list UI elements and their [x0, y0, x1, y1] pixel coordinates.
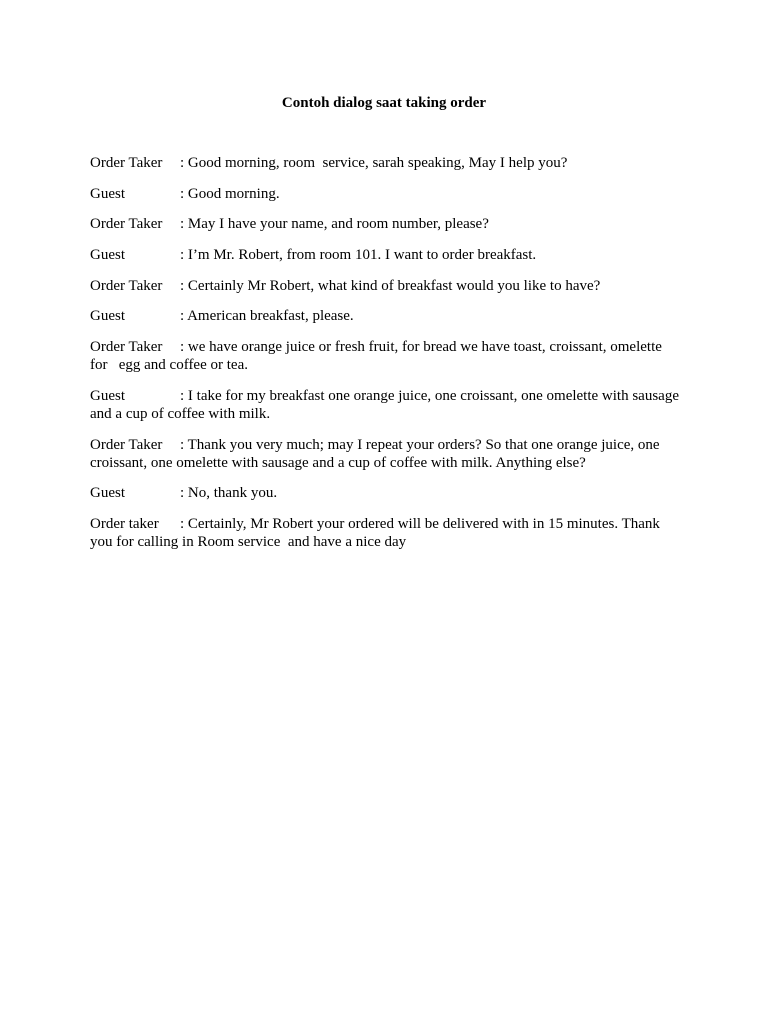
speaker-label: Order taker [90, 515, 159, 532]
speaker-label: Order Taker [90, 155, 163, 171]
dialog-line [90, 484, 680, 502]
dialog-text: : Certainly Mr Robert, what kind of breakfast would you like to have? [180, 277, 601, 294]
dialog-line [90, 338, 680, 374]
dialog-text: : Certainly, Mr Robert your ordered will be delivered with in 15 minutes. Thank you for calling in Room service and have a nice day [90, 515, 664, 550]
dialog-line [90, 185, 680, 203]
speaker-label: Order Taker [90, 216, 163, 233]
dialog-line [90, 246, 680, 264]
dialog-line [90, 277, 680, 295]
speaker-label: Order Taker [90, 436, 163, 453]
dialog-text: : I take for my breakfast one orange juice, one croissant, one omelette with sausage and a cup of coffee with milk. [90, 387, 683, 422]
dialog-text: : No, thank you. [180, 485, 278, 502]
dialog-text: : Thank you very much; may I repeat your orders? So that one orange juice, one croissant, one omelette with sausage and a cup of coffee with milk. Anything else? [90, 436, 664, 471]
speaker-label: Order Taker [90, 339, 163, 356]
document-title: Contoh dialog saat taking order [281, 95, 487, 111]
speaker-label: Guest [90, 247, 125, 264]
dialog-text: : Good morning. [180, 185, 280, 202]
dialog-text: : May I have your name, and room number, please? [180, 216, 489, 233]
dialog-text: : Good morning, room service, sarah speaking, May I help you? [180, 155, 568, 171]
speaker-label: Guest [90, 485, 125, 502]
dialog-text: : American breakfast, please. [180, 308, 354, 325]
dialog-line [90, 387, 683, 423]
dialog-line [90, 515, 680, 551]
dialog-line [90, 154, 680, 172]
speaker-label: Guest [90, 308, 125, 325]
speaker-label: Order Taker [90, 277, 163, 294]
dialog-line [90, 307, 680, 325]
dialog-text: : we have orange juice or fresh fruit, for bread we have toast, croissant, omelette for egg and coffee or tea. [90, 339, 666, 374]
dialog-line [90, 215, 680, 233]
dialog-text: : I’m Mr. Robert, from room 101. I want to order breakfast. [180, 247, 537, 264]
dialog-line [90, 436, 680, 472]
speaker-label: Guest [90, 387, 125, 404]
dialog-body [90, 154, 683, 564]
speaker-label: Guest [90, 185, 125, 202]
